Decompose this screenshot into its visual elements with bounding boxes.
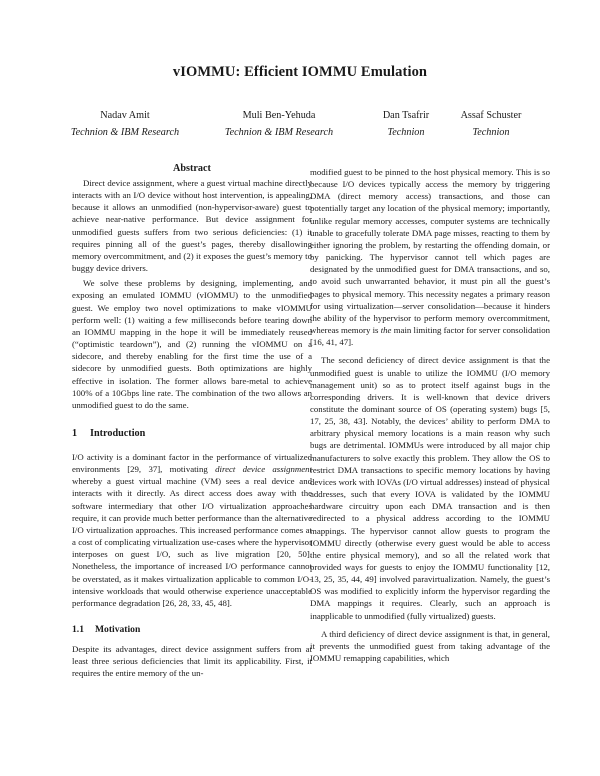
author-block xyxy=(214,107,344,141)
section-number: 1 xyxy=(72,427,78,439)
body-paragraph: A third deficiency of direct device assignment is that, in general, it prevents the unmodified guest from taking advantage of the IOMMU remapping capabilities, which xyxy=(310,628,550,664)
author-affiliation: Technion xyxy=(472,127,510,138)
abstract-paragraph: We solve these problems by designing, implementing, and exposing an emulated IOMMU (vIOMMU) to the unmodified guest. We employ two novel optimizations to make vIOMMU perform well: (1) waiting a few milliseconds before tearing down an IOMMU mapping in the hope it will be immediately reused (“optimistic teardown”), and (2) running the vIOMMU on a sidecore, and thereby enabling for the first time the use of a sidecore by unmodified guests. Both optimizations are highly effective in isolation. The former allows bare-metal to achieve 100% of a 10Gbps line rate. The combination of the two allows an unmodified guest to do the same. xyxy=(72,278,312,410)
abstract-heading: Abstract xyxy=(173,163,211,174)
text-run: I/O activity is a dominant factor in the performance of virtualized environments [29, 37], motivating xyxy=(72,451,312,475)
section-heading-introduction xyxy=(72,427,312,441)
emphasis-text: the xyxy=(380,325,392,336)
text-run: whereby a guest virtual machine (VM) sees a real device and interacts with it directly. As direct access does away with the software intermediary that other I/O virtualization approaches require, it can provide much better performance than the alternative I/O virtualization approaches. This increased performance comes at a cost of complicating virtualization use-cases where the hypervisor interposes on guest I/O, such as live migration [20, 50]. Nonetheless, the importance of increased I/O performance cannot be overstated, as it makes virtualization applicable to common I/O-intensive workloads that would otherwise experience unacceptable performance degradation [26, 28, 33, 45, 48]. xyxy=(72,476,312,608)
author-name: Dan Tsafrir xyxy=(382,110,430,121)
body-paragraph: The second deficiency of direct device assignment is that the unmodified guest is unable to utilize the IOMMU (I/O memory management unit) so as to protect itself against bugs in the corresponding drivers. It is well-known that device drivers constitute the dominant source of OS (operating system) bugs [5, 17, 25, 38, 43]. Notably, the devices’ ability to perform DMA to arbitrary physical memory locations is a main reason why such bugs are detrimental. IOMMUs were introduced by all major chip manufacturers to solve exactly this problem. They allow the OS to restrict DMA transactions to specific memory locations by having devices work with IOVAs (I/O virtual addresses) instead of physical addresses, such that every IOVA is validated by the IOMMU hardware circuitry upon each DMA transaction and is then redirected to a physical address according to the IOMMU mappings. The hypervisor cannot allow guests to program the IOMMU directly (otherwise every guest would be able to access the entire physical memory), and so all the related work that provided ways for guests to enjoy the IOMMU functionality [12, 13, 25, 35, 44, 49] involved paravirtualization. Namely, the guest’s OS was modified to explicitly inform the hypervisor regarding the DMA mappings it requires. Clearly, such an approach is inapplicable to unmodified (fully virtualized) guests. xyxy=(310,355,550,621)
text-run: modified guest to be pinned to the host physical memory. This is so because I/O devices typically access the memory by triggering DMA (direct memory access) transactions, and those can potentially target any location of the physical memory; importantly, unlike regular memory accesses, computer systems are technically unable to gracefully tolerate DMA page misses, reacting to them by either ignoring the problem, by restarting the offending domain, or by panicking. The hypervisor cannot tell which pages are designated by the unmodified guest for DMA transactions, and so, to avoid such unwarranted behavior, it must pin all the guest’s pages to physical memory. This necessity negates a primary reason for using virtualization—server consolidation—because it hinders the ability of the hypervisor to perform memory overcommitment, whereas memory is xyxy=(310,167,550,336)
left-column xyxy=(72,162,312,679)
text-run: main limiting factor for server consolidation [16, 41, 47]. xyxy=(310,325,550,348)
author-name: Muli Ben-Yehuda xyxy=(242,110,316,121)
body-paragraph xyxy=(310,166,550,348)
intro-paragraph xyxy=(72,451,312,609)
author-block xyxy=(446,107,536,141)
subsection-heading-motivation xyxy=(72,623,312,636)
paper-title: vIOMMU: Efficient IOMMU Emulation xyxy=(172,64,428,80)
author-block xyxy=(366,107,446,141)
author-affiliation: Technion xyxy=(387,127,425,138)
abstract-paragraph: Direct device assignment, where a guest virtual machine directly interacts with an I/O device without host intervention, is appealing, because it allows an unmodified (non-hypervisor-aware) guest to achieve near-native performance. But device assignment for unmodified guests suffers from two serious deficiencies: (1) it requires pinning all of the guest’s pages, thereby disallowing memory overcommitment, and (2) it exposes the guest’s memory to buggy device drivers. xyxy=(72,178,312,274)
subsection-title: Motivation xyxy=(95,624,141,635)
author-block xyxy=(60,107,190,141)
author-affiliation: Technion & IBM Research xyxy=(224,127,334,138)
right-column xyxy=(310,166,550,664)
motivation-paragraph: Despite its advantages, direct device assignment suffers from at least three serious deficiencies that limit its applicability. First, it requires the entire memory of the un- xyxy=(72,644,312,679)
subsection-number: 1.1 xyxy=(72,624,84,635)
author-name: Nadav Amit xyxy=(100,110,150,121)
author-affiliation: Technion & IBM Research xyxy=(70,127,180,138)
author-name: Assaf Schuster xyxy=(460,110,522,121)
section-title: Introduction xyxy=(90,427,146,439)
emphasis-text: direct device assignment xyxy=(215,464,312,475)
